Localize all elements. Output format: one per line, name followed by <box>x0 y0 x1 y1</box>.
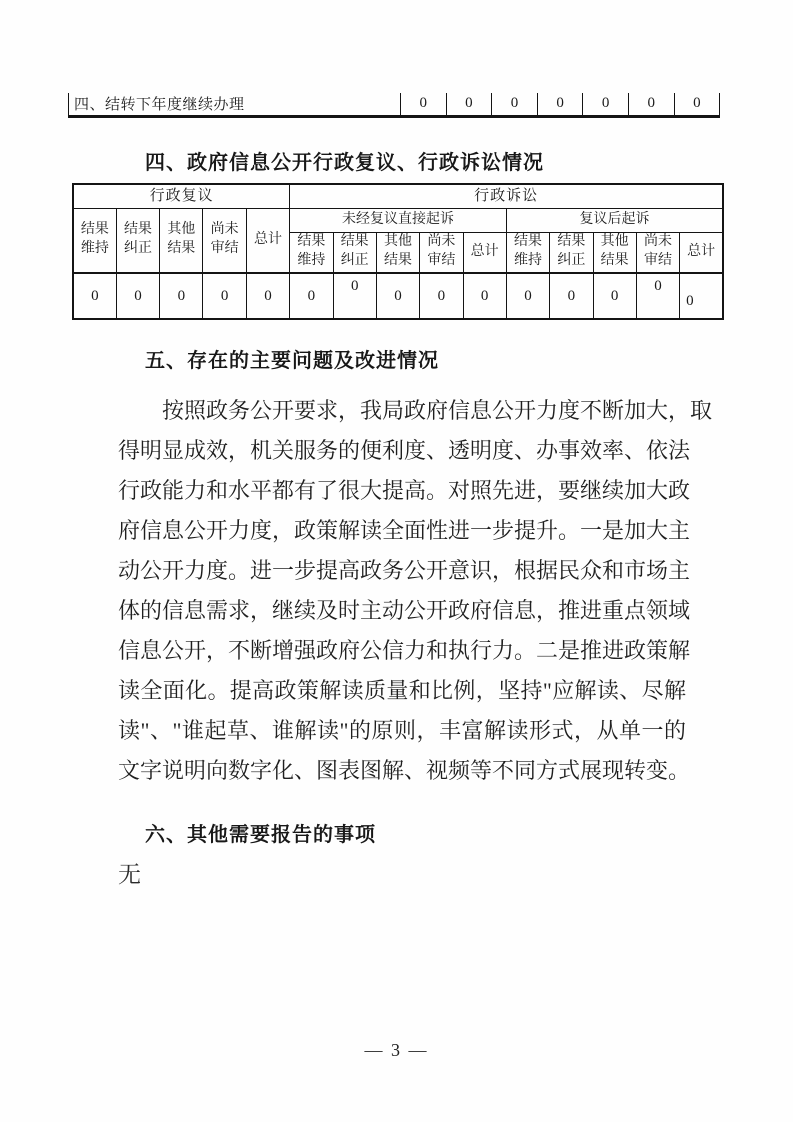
paragraph-line: 文字说明向数字化、图表图解、视频等不同方式展现转变。 <box>118 758 691 783</box>
paragraph-line: 信息公开，不断增强政府公信力和执行力。二是推进政策解 <box>118 638 691 663</box>
section-six-body: 无 <box>118 862 142 887</box>
group-header-cell-reconsideration: 行政复议 <box>73 184 290 208</box>
subgroup-header-row <box>73 208 723 232</box>
value-row <box>73 273 723 319</box>
subgroup-header-cell-direct-suit: 未经复议直接起诉 <box>290 208 507 232</box>
section-six-heading: 六、其他需要报告的事项 <box>145 824 376 846</box>
value-cell: 0 <box>680 273 723 319</box>
column-header-cell: 总计 <box>246 208 289 273</box>
value-cell: 0 <box>290 273 333 319</box>
column-header-cell: 其他结果 <box>593 232 636 273</box>
carryover-row-label: 四、结转下年度继续办理 <box>69 93 401 116</box>
column-header-cell: 结果维持 <box>73 208 116 273</box>
carryover-table <box>68 93 720 118</box>
section-four-heading: 四、政府信息公开行政复议、行政诉讼情况 <box>145 152 544 174</box>
paragraph-line: 按照政务公开要求，我局政府信息公开力度不断加大，取 <box>162 398 713 423</box>
column-header-cell: 总计 <box>463 232 506 273</box>
paragraph-line: 读全面化。提高政策解读质量和比例，坚持"应解读、尽解 <box>118 678 686 703</box>
value-cell: 0 <box>246 273 289 319</box>
paragraph-line: 读"、"谁起草、谁解读"的原则，丰富解读形式，从单一的 <box>118 718 686 743</box>
value-cell: 0 <box>73 273 116 319</box>
carryover-value-cell: 0 <box>583 93 629 116</box>
column-header-cell: 结果维持 <box>506 232 549 273</box>
column-header-cell: 其他结果 <box>160 208 203 273</box>
column-header-cell: 结果维持 <box>290 232 333 273</box>
value-cell: 0 <box>116 273 159 319</box>
value-cell: 0 <box>463 273 506 319</box>
column-header-cell: 尚未审结 <box>420 232 463 273</box>
column-header-cell: 结果纠正 <box>333 232 376 273</box>
carryover-row <box>69 93 720 116</box>
carryover-value-cell: 0 <box>492 93 538 116</box>
section-five-paragraph <box>118 391 713 791</box>
value-cell: 0 <box>550 273 593 319</box>
group-header-cell-litigation: 行政诉讼 <box>290 184 723 208</box>
column-header-cell: 总计 <box>680 232 723 273</box>
paragraph-line: 行政能力和水平都有了很大提高。对照先进，要继续加大政 <box>118 478 691 503</box>
column-header-cell: 尚未审结 <box>203 208 246 273</box>
carryover-value-cell: 0 <box>401 93 447 116</box>
carryover-value-cell: 0 <box>446 93 492 116</box>
review-litigation-table <box>72 183 724 320</box>
value-cell: 0 <box>420 273 463 319</box>
page-number: — 3 — <box>364 1040 429 1060</box>
paragraph-line: 体的信息需求，继续及时主动公开政府信息，推进重点领域 <box>118 598 691 623</box>
subgroup-header-cell-post-review-suit: 复议后起诉 <box>506 208 723 232</box>
column-header-cell: 结果纠正 <box>550 232 593 273</box>
column-header-cell: 尚未审结 <box>636 232 679 273</box>
group-header-row <box>73 184 723 208</box>
value-cell: 0 <box>376 273 419 319</box>
value-cell: 0 <box>506 273 549 319</box>
value-cell: 0 <box>593 273 636 319</box>
carryover-value-cell: 0 <box>537 93 583 116</box>
column-header-cell: 结果纠正 <box>116 208 159 273</box>
carryover-value-cell: 0 <box>674 93 720 116</box>
column-header-cell: 其他结果 <box>376 232 419 273</box>
paragraph-line: 动公开力度。进一步提高政务公开意识，根据民众和市场主 <box>118 558 691 583</box>
value-cell: 0 <box>160 273 203 319</box>
paragraph-line: 府信息公开力度，政策解读全面性进一步提升。一是加大主 <box>118 518 691 543</box>
section-five-heading: 五、存在的主要问题及改进情况 <box>145 350 439 372</box>
value-cell: 0 <box>636 273 679 319</box>
value-cell: 0 <box>203 273 246 319</box>
carryover-value-cell: 0 <box>628 93 674 116</box>
paragraph-line: 得明显成效，机关服务的便利度、透明度、办事效率、依法 <box>118 438 691 463</box>
value-cell: 0 <box>333 273 376 319</box>
